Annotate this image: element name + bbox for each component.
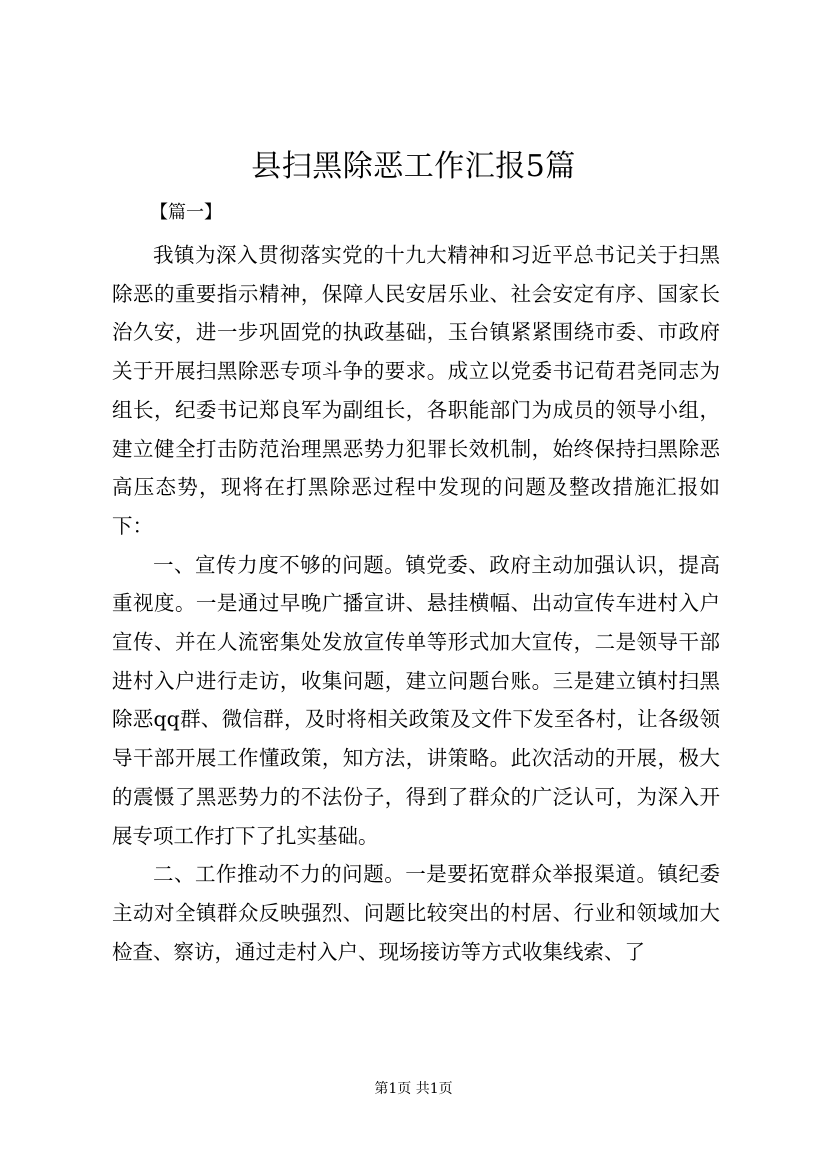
page-footer: 第1页 共1页	[374, 1081, 453, 1097]
paragraph: 一、宣传力度不够的问题。镇党委、政府主动加强认识，提高重视度。一是通过早晚广播宣讲、悬挂横幅、出动宣传车进村入户宣传、并在人流密集处发放宣传单等形式加大宣传，二是领导干部进村入户进行走访，收集问题，建立问题台账。三是建立镇村扫黑除恶qq群、微信群，及时将相关政策及文件下发至各村，让各级领导干部开展工作懂政策，知方法，讲策略。此次活动的开展，极大的震慑了黑恶势力的不法份子，得到了群众的广泛认可，为深入开展专项工作打下了扎实基础。	[112, 552, 720, 848]
paragraph: 我镇为深入贯彻落实党的十九大精神和习近平总书记关于扫黑除恶的重要指示精神，保障人民安居乐业、社会安定有序、国家长治久安，进一步巩固党的执政基础，玉台镇紧紧围绕市委、市政府关于开展扫黑除恶专项斗争的要求。成立以党委书记荀君尧同志为组长，纪委书记郑良军为副组长，各职能部门为成员的领导小组，建立健全打击防范治理黑恶势力犯罪长效机制，始终保持扫黑除恶高压态势，现将在打黑除恶过程中发现的问题及整改措施汇报如下：	[112, 243, 720, 538]
document-body	[112, 236, 720, 971]
paragraph: 二、工作推动不力的问题。一是要拓宽群众举报渠道。镇纪委主动对全镇群众反映强烈、问题比较突出的村居、行业和领域加大检查、察访，通过走村入户、现场接访等方式收集线索、了	[112, 862, 720, 964]
section-heading: 【篇一】	[150, 202, 222, 223]
document-title: 县扫黑除恶工作汇报5篇	[251, 149, 576, 184]
